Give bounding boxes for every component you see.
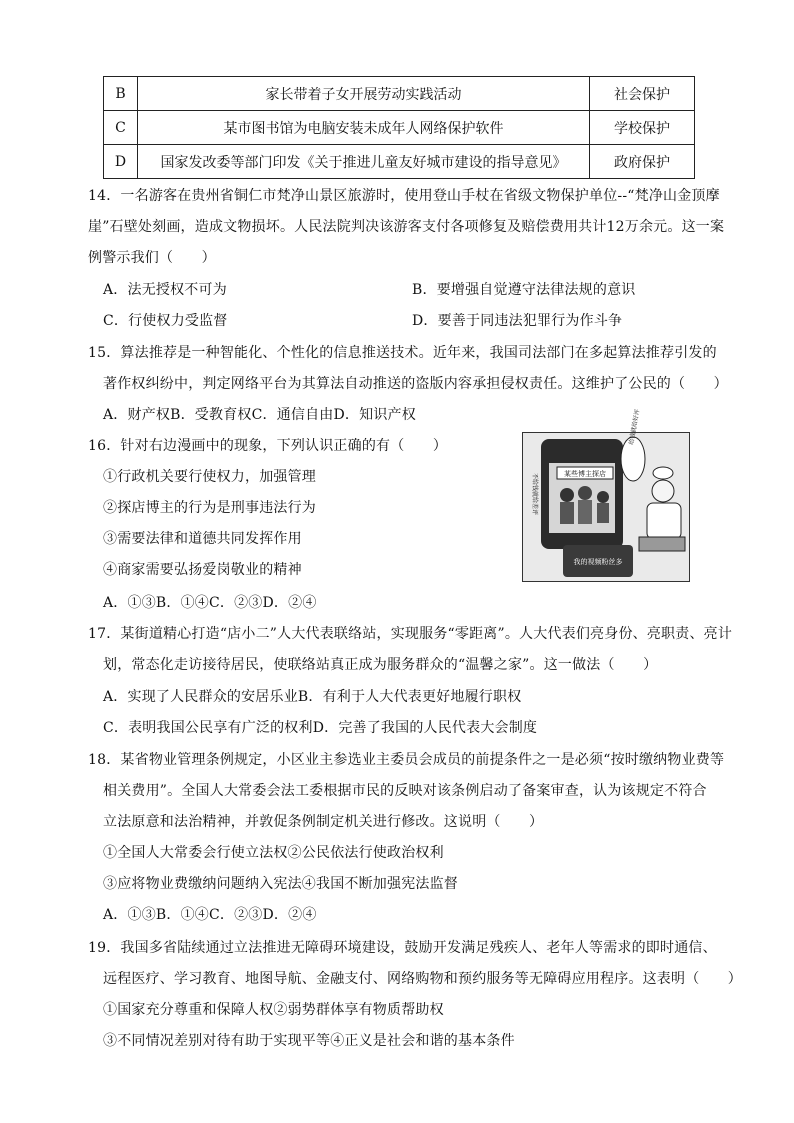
q16-statement-1: ①行政机关要行使权力，加强管理 [103, 469, 316, 485]
q18-statements-3-4: ③应将物业费缴纳问题纳入宪法④我国不断加强宪法监督 [103, 876, 458, 892]
q14-stem-line-3: 例警示我们（ ） [88, 250, 216, 266]
q18-statements-1-2: ①全国人大常委会行使立法权②公民依法行使政治权利 [103, 845, 444, 861]
q18-stem-line-2: 相关费用”。全国人大常委会法工委根据市民的反映对该条例启动了备案审查，认为该规定不符合 [103, 783, 707, 799]
q19-stem-line-1: 19．我国多省陆续通过立法推进无障碍环境建设，鼓励开发满足残疾人、老年人等需求的即时通信、 [88, 940, 717, 956]
table-row [104, 77, 695, 111]
q17-stem-line-1: 17．某街道精心打造“店小二”人大代表联络站，实现服务“零距离”。人大代表们亮身份、亮职责、亮计 [88, 626, 733, 642]
q16-stem: 16．针对右边漫画中的现象，下列认识正确的有（ ） [88, 438, 448, 454]
q16-statement-4: ④商家需要弘扬爱岗敬业的精神 [103, 562, 302, 578]
q17-options-2: C．表明我国公民享有广泛的权利D．完善了我国的人民代表大会制度 [103, 720, 538, 736]
q14-option-c: C．行使权力受监督 [103, 313, 228, 329]
q15-stem-line-1: 15．算法推荐是一种智能化、个性化的信息推送技术。近年来，我国司法部门在多起算法推荐引发的 [88, 345, 717, 361]
q17-options-1: A．实现了人民群众的安居乐业B．有利于人大代表更好地履行职权 [103, 689, 522, 705]
q14-stem-line-2: 崖”石壁处刻画，造成文物损坏。人民法院判决该游客支付各项修复及赔偿费用共计12万余元。这一案 [88, 219, 725, 235]
cartoon-sign-text: 某些博主探店 [564, 470, 606, 478]
row-content: 某市图书馆为电脑安装未成年人网络保护软件 [138, 111, 590, 145]
q15-options: A．财产权B．受教育权C．通信自由D．知识产权 [103, 407, 416, 423]
row-letter: D [104, 145, 138, 179]
q14-option-a: A．法无授权不可为 [103, 282, 227, 298]
cartoon-bubble-text: 给钱就给好评 [628, 408, 642, 446]
table-row [104, 111, 695, 145]
answer-table [103, 76, 695, 179]
cartoon-bottom-text: 我的视频粉丝多 [573, 558, 623, 566]
row-category: 学校保护 [590, 111, 695, 145]
row-letter: C [104, 111, 138, 145]
q14-option-d: D．要善于同违法犯罪行为作斗争 [412, 313, 623, 329]
row-letter: B [104, 77, 138, 111]
q18-options: A．①③B．①④C．②③D．②④ [103, 907, 317, 923]
q14-option-b: B．要增强自觉遵守法律法规的意识 [412, 282, 636, 298]
cartoon-drawing [523, 408, 689, 581]
q19-stem-line-2: 远程医疗、学习教育、地图导航、金融支付、网络购物和预约服务等无障碍应用程序。这表明（ ） [103, 971, 742, 987]
row-content: 家长带着子女开展劳动实践活动 [138, 77, 590, 111]
q16-statement-2: ②探店博主的行为是刑事违法行为 [103, 500, 316, 516]
table-row [104, 145, 695, 179]
q16-options: A．①③B．①④C．②③D．②④ [103, 595, 317, 611]
q18-stem-line-1: 18．某省物业管理条例规定，小区业主参选业主委员会成员的前提条件之一是必须“按时缴纳物业费等 [88, 752, 725, 768]
q15-stem-line-2: 著作权纠纷中，判定网络平台为其算法自动推送的盗版内容承担侵权责任。这维护了公民的（ ） [103, 376, 728, 392]
q14-stem-line-1: 14．一名游客在贵州省铜仁市梵净山景区旅游时，使用登山手杖在省级文物保护单位--“梵净山金顶摩 [88, 188, 720, 204]
q19-statements-3-4: ③不同情况差别对待有助于实现平等④正义是社会和谐的基本条件 [103, 1033, 515, 1049]
cartoon-side-text: 不给钱就给差评 [531, 473, 538, 516]
q16-statement-3: ③需要法律和道德共同发挥作用 [103, 531, 302, 547]
row-category: 政府保护 [590, 145, 695, 179]
cartoon-image [522, 408, 690, 582]
q17-stem-line-2: 划，常态化走访接待居民，使联络站真正成为服务群众的“温馨之家”。这一做法（ ） [103, 657, 658, 673]
q19-statements-1-2: ①国家充分尊重和保障人权②弱势群体享有物质帮助权 [103, 1002, 444, 1018]
row-content: 国家发改委等部门印发《关于推进儿童友好城市建设的指导意见》 [138, 145, 590, 179]
q18-stem-line-3: 立法原意和法治精神，并敦促条例制定机关进行修改。这说明（ ） [103, 814, 544, 830]
row-category: 社会保护 [590, 77, 695, 111]
